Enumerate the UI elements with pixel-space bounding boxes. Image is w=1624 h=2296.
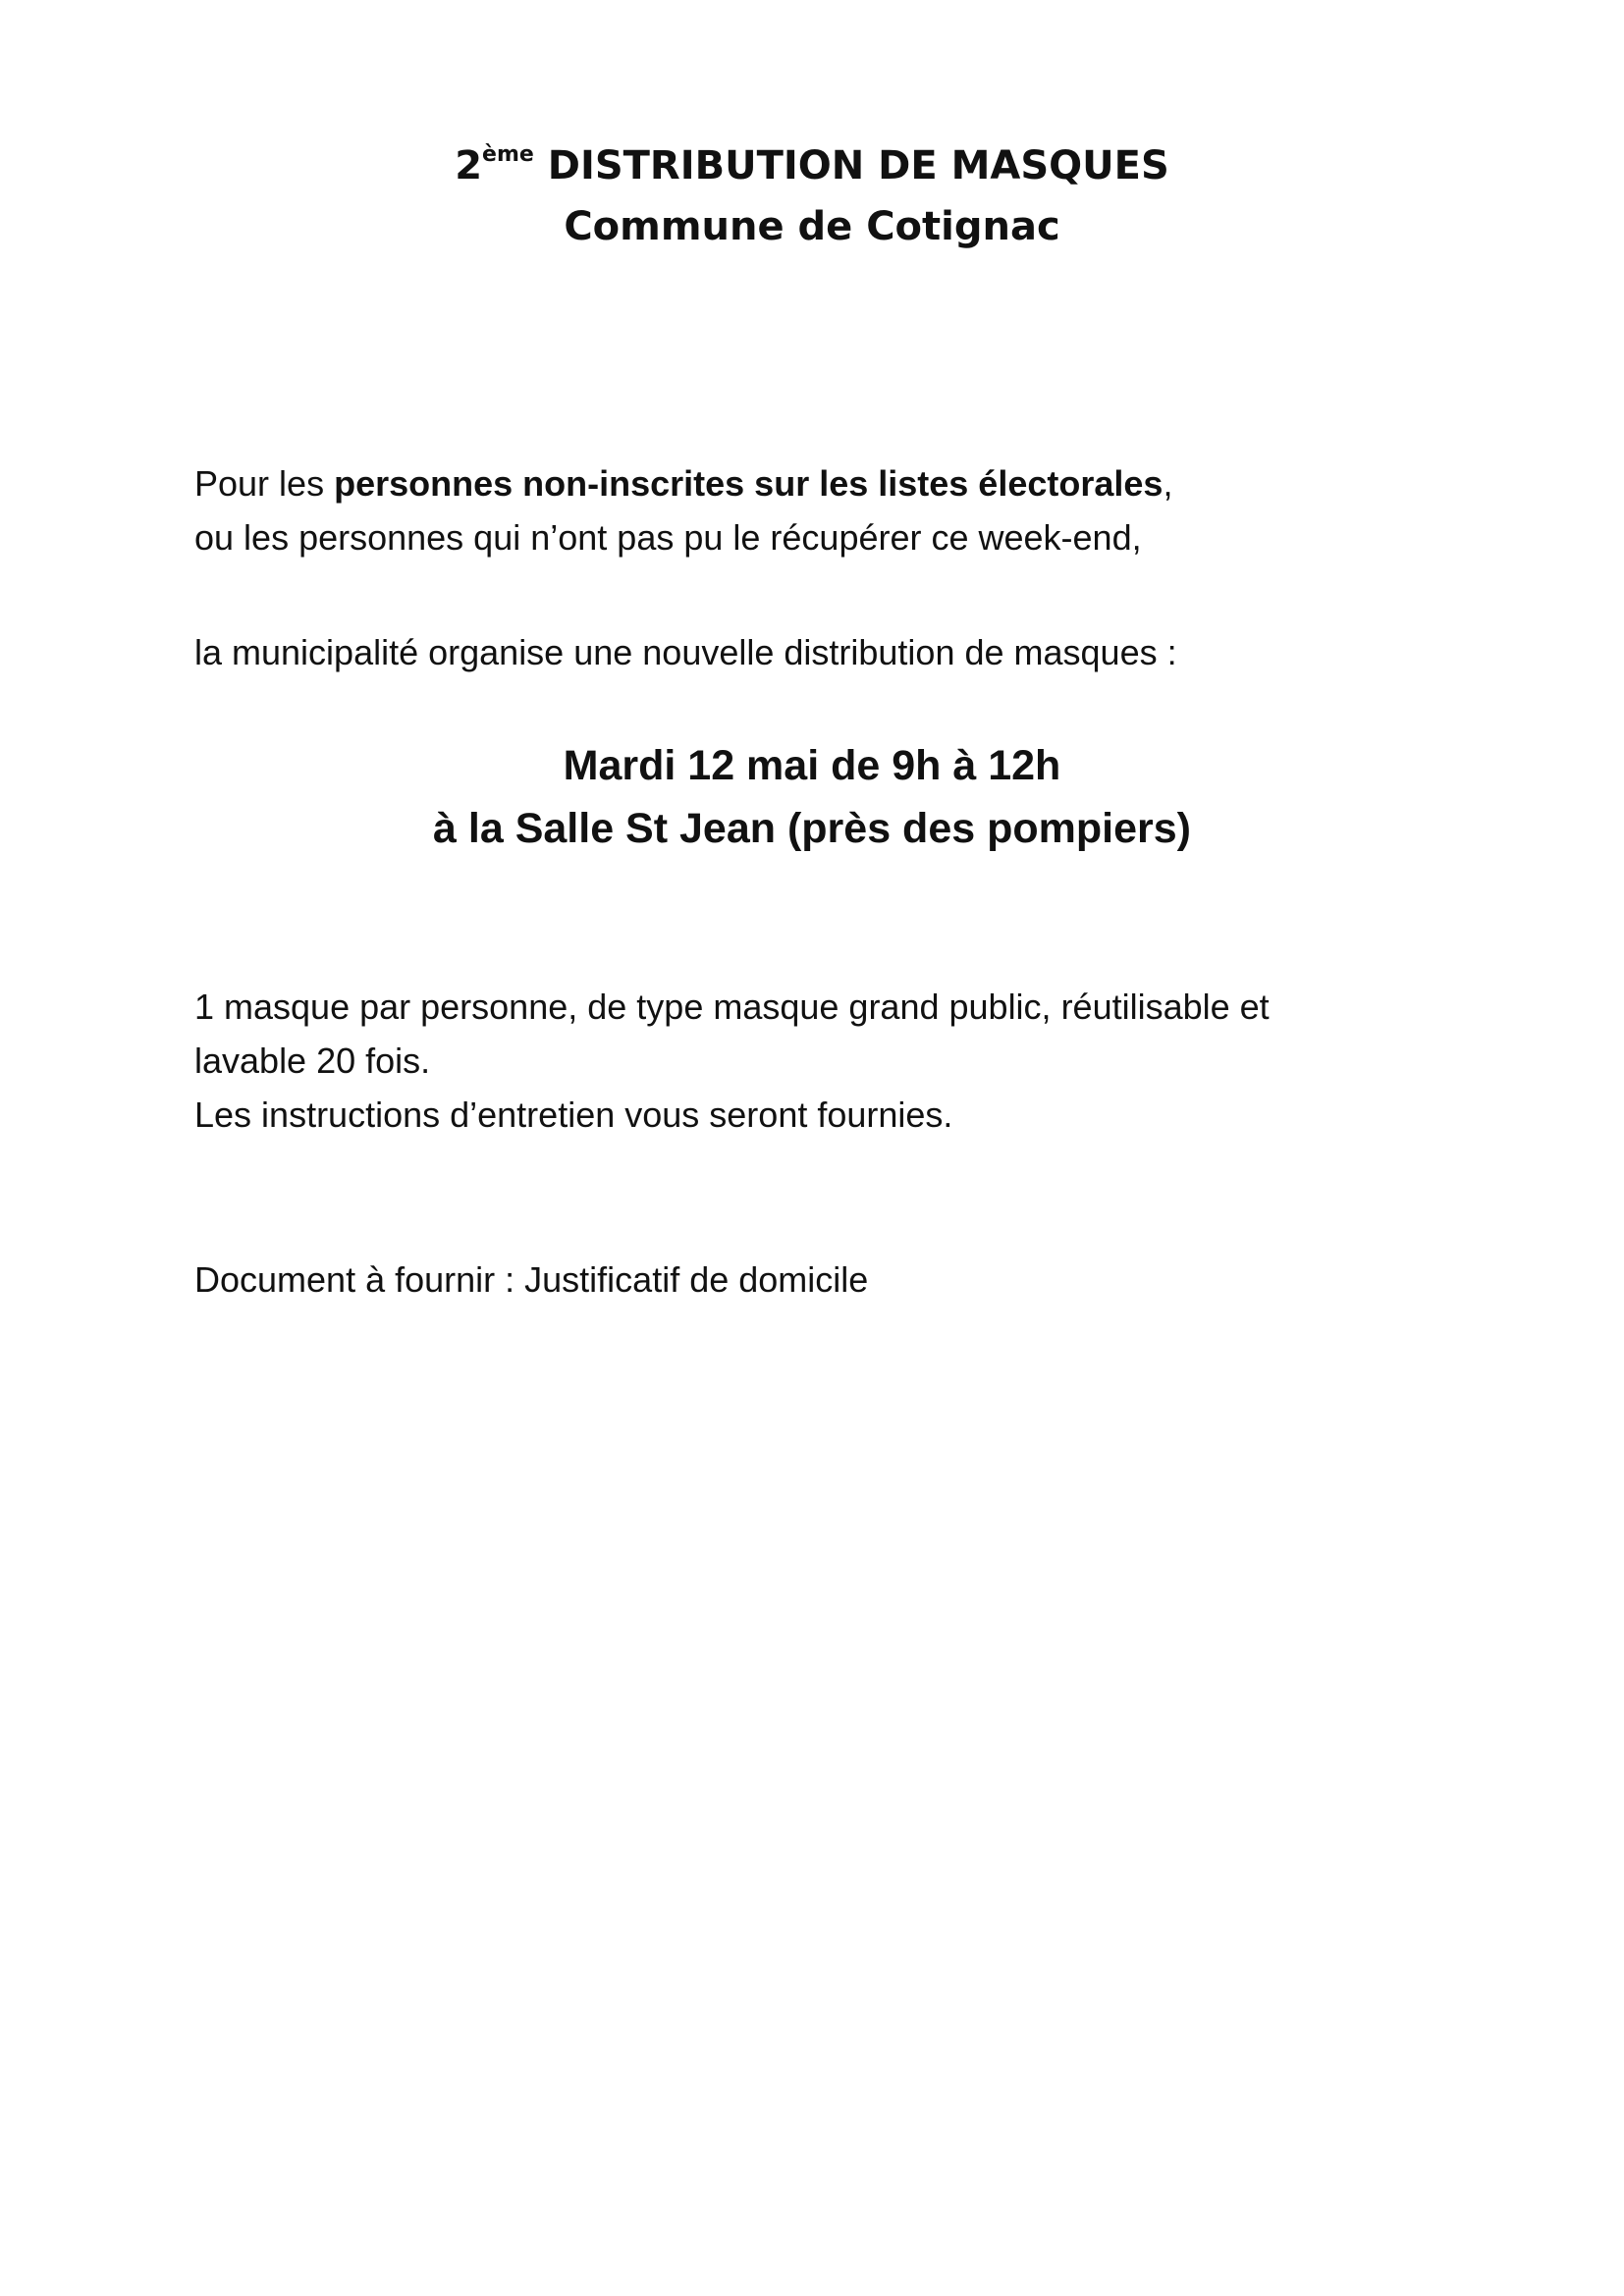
intro-line-1 [194,456,1471,510]
document-subtitle: Commune de Cotignac [564,204,1060,249]
document-title [0,135,1624,196]
document-header [0,135,1624,257]
requirement-text: Document à fournir : Justificatif de domicile [194,1259,869,1300]
intro-line-2: ou les personnes qui n’ont pas pu le récupérer ce week-end, [194,517,1142,558]
intro-line-1-emphasis: personnes non-inscrites sur les listes électorales [334,463,1164,504]
intro-paragraph [194,456,1471,564]
mask-details-line-2: lavable 20 fois. [194,1041,431,1081]
mask-details-line-1: 1 masque par personne, de type masque grand public, réutilisable et [194,987,1270,1027]
event-details [0,734,1624,860]
event-location: à la Salle St Jean (près des pompiers) [433,805,1191,852]
title-ordinal-number: 2 [455,143,483,188]
mask-details-paragraph [194,980,1471,1142]
mask-details-line-3: Les instructions d’entretien vous seront fournies. [194,1095,953,1135]
intro-announcement [194,625,1471,679]
title-text: DISTRIBUTION DE MASQUES [533,143,1169,188]
intro-line-1-suffix: , [1163,463,1173,504]
requirement-paragraph [194,1253,1471,1307]
title-ordinal-suffix: ème [482,142,534,167]
event-date-time: Mardi 12 mai de 9h à 12h [563,742,1061,789]
intro-line-3: la municipalité organise une nouvelle distribution de masques : [194,632,1177,672]
intro-line-1-prefix: Pour les [194,463,335,504]
